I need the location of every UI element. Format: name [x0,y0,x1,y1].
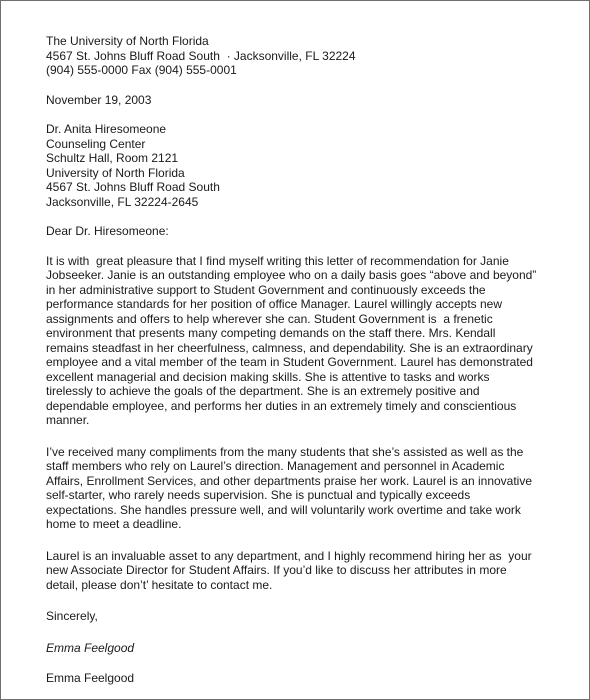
salutation: Dear Dr. Hiresomeone: [46,224,169,238]
sender-name: The University of North Florida [46,34,209,48]
paragraph-line: Laurel is an invaluable asset to any department, and I highly recommend hiring her as your [46,548,532,563]
paragraph-line: tirelessly to achieve the goals of the department. She is an extremely positive and [46,384,480,398]
paragraph-line: new Associate Director for Student Affairs. If you’d like to discuss her attributes in more [46,563,507,577]
paragraph-line: assignments and offers to help wherever she can. Student Government is a frenetic [46,311,493,326]
closing-block [46,609,566,624]
recipient-university: University of North Florida [46,165,185,180]
salutation-block [46,224,566,239]
paragraph-line: detail, please don’t’ hesitate to contact me. [46,577,273,592]
paragraph-line: remains steadfast in her cheerfulness, calmness, and dependability. She is an extraordinary [46,340,533,355]
body-paragraph-1 [46,254,556,428]
recipient-street: 4567 St. Johns Bluff Road South [46,180,220,194]
signature-block [46,641,566,656]
recipient-block [46,122,566,209]
typed-name: Emma Feelgood [46,671,135,685]
recommendation-letter [46,34,566,686]
paragraph-line: Jobseeker. Janie is an outstanding employee who on a daily basis goes “above and beyond” [46,268,537,282]
paragraph-line: excellent managerial and decision making skills. She is attentive to tasks and works [46,369,490,384]
paragraph-line: I’ve received many compliments from the many students that she’s assisted as well as the [46,444,524,459]
paragraph-line: expectations. She handles pressure well, and will voluntarily work overtime and take work [46,502,521,517]
signature: Emma Feelgood [46,640,135,655]
paragraph-line: performance standards for her position of office Manager. Laurel willingly accepts new [46,297,503,311]
paragraph-line: manner. [46,413,90,427]
paragraph-line: Affairs, Enrollment Services, and other departments praise her work. Laurel is an innovative [46,473,533,488]
letter-date-block [46,93,566,108]
paragraph-line: employee and a vital member of the team in Student Government. Laurel has demonstrated [46,355,533,369]
recipient-city-line: Jacksonville, FL 32224-2645 [46,194,199,209]
recipient-building: Schultz Hall, Room 2121 [46,151,179,165]
paragraph-line: dependable employee, and performs her duties in an extremely timely and conscientious [46,398,517,413]
sender-block [46,34,566,78]
recipient-name: Dr. Anita Hiresomeone [46,122,167,136]
paragraph-line: in her administrative support to Student Government and continuously exceeds the [46,282,486,297]
paragraph-line: environment that presents many competing demands on the staff there. Mrs. Kendall [46,326,496,340]
paragraph-line: home to meet a deadline. [46,517,182,531]
paragraph-line: staff members who rely on Laurel’s direction. Management and personnel in Academic [46,459,505,473]
paragraph-line: It is with great pleasure that I find myself writing this letter of recommendation for Janie [46,253,509,268]
paragraph-line: self-starter, who rarely needs supervision. She is punctual and typically exceeds [46,488,471,502]
letter-date: November 19, 2003 [46,92,152,107]
typed-name-block [46,671,566,686]
sender-address: 4567 St. Johns Bluff Road South · Jacksonville, FL 32224 [46,48,356,63]
recipient-department: Counseling Center [46,136,146,151]
body-paragraph-2 [46,445,556,532]
body-paragraph-3 [46,549,556,593]
sender-phone: (904) 555-0000 Fax (904) 555-0001 [46,63,237,77]
closing: Sincerely, [46,609,98,623]
